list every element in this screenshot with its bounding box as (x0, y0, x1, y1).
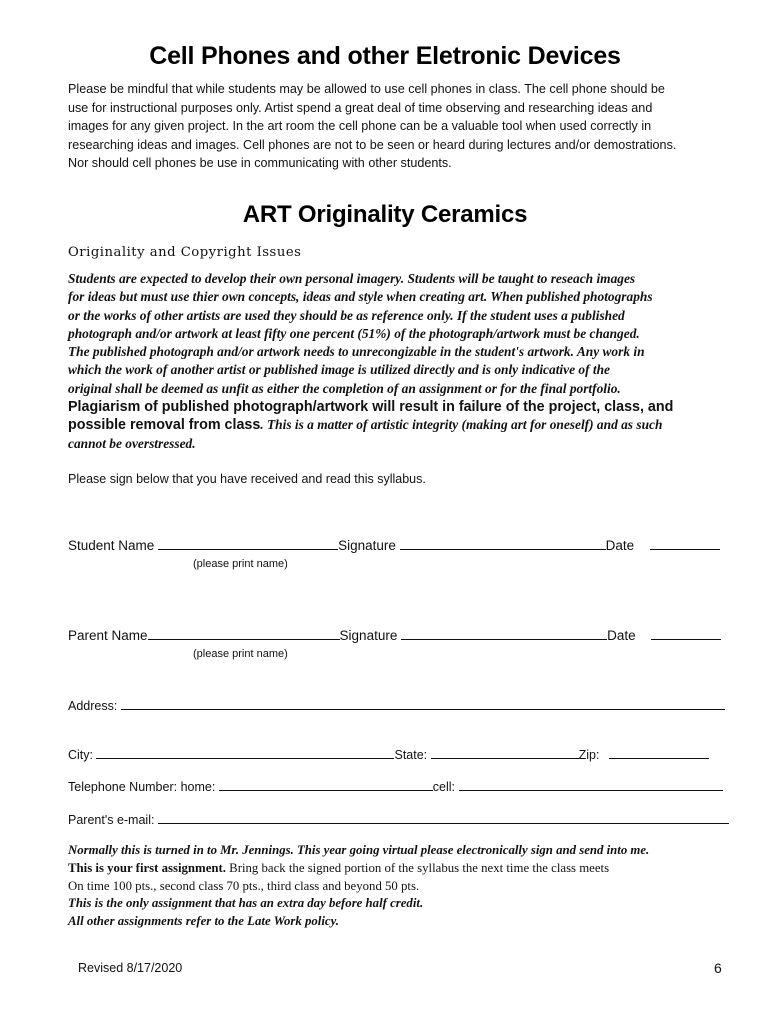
email-field[interactable] (158, 811, 729, 824)
student-date-label: Date (605, 538, 635, 553)
revised-date: Revised 8/17/2020 (78, 961, 183, 975)
originality-policy-paragraph (68, 270, 728, 453)
address-label: Address: (68, 699, 118, 713)
plagiarism-bold-text: possible removal from class (68, 417, 261, 434)
student-signature-label: Signature (338, 538, 396, 553)
city-state-zip-row (68, 746, 709, 762)
copyright-subheading: Originality and Copyright Issues (68, 245, 302, 260)
paragraph-line: The published photograph and/or artwork needs to unrecongizable in the student's artwork. Any work in (68, 344, 645, 360)
zip-label: Zip: (578, 748, 600, 762)
student-name-field[interactable] (158, 537, 338, 550)
plagiarism-warning-line: Plagiarism of published photograph/artwork will result in failure of the project, class, and (68, 399, 674, 416)
student-print-hint: (please print name) (193, 558, 288, 570)
student-signature-row (68, 537, 720, 553)
first-assignment-rest: Bring back the signed portion of the syllabus the next time the class meets (225, 860, 610, 875)
state-field[interactable] (431, 746, 579, 759)
parent-date-field[interactable] (651, 627, 721, 640)
cell-phones-title: Cell Phones and other Eletronic Devices (149, 42, 621, 70)
paragraph-line: which the work of another artist or published image is utilized directly and is only indicative of the (68, 362, 610, 378)
telephone-cell-field[interactable] (459, 778, 723, 791)
notes-line: On time 100 pts., second class 70 pts., third class and beyond 50 pts. (68, 878, 420, 893)
parent-name-label: Parent Name (68, 628, 148, 643)
student-signature-field[interactable] (400, 537, 606, 550)
city-label: City: (68, 748, 93, 762)
notes-line: This is the only assignment that has an extra day before half credit. (68, 896, 424, 911)
parent-signature-field[interactable] (401, 627, 607, 640)
paragraph-line: Please be mindful that while students may be allowed to use cell phones in class. The cell phone should be (68, 82, 665, 96)
paragraph-line: Students are expected to develop their own personal imagery. Students will be taught to reseach images (68, 271, 636, 286)
first-assignment-bold: This is your first assignment. (68, 860, 226, 875)
address-field[interactable] (121, 697, 725, 710)
email-label: Parent's e-mail: (68, 813, 155, 827)
plagiarism-warning-line-3: cannot be overstressed. (68, 435, 196, 451)
email-row (68, 811, 729, 827)
notes-line (68, 860, 728, 878)
student-name-label: Student Name (68, 538, 155, 553)
paragraph-line: researching ideas and images. Cell phones are not to be seen or heard during lectures and/or demostrations. (68, 137, 677, 152)
city-field[interactable] (96, 746, 394, 759)
notes-line: All other assignments refer to the Late Work policy. (68, 914, 339, 929)
zip-field[interactable] (609, 746, 709, 759)
paragraph-line: original shall be deemed as unfit as either the completion of an assignment or for the final portfolio. (68, 380, 621, 396)
originality-title: ART Originality Ceramics (242, 201, 528, 228)
parent-print-hint: (please print name) (193, 648, 288, 660)
address-row (68, 697, 725, 713)
parent-signature-row (68, 627, 721, 643)
paragraph-line: for ideas but must use thier own concepts, ideas and style when creating art. When published photographs (68, 289, 653, 305)
student-date-field[interactable] (650, 537, 720, 550)
telephone-row (68, 778, 723, 794)
paragraph-line: Nor should cell phones be use in communicating with other students. (68, 156, 452, 170)
paragraph-line: or the works of other artists are used they should be as reference only. If the student uses a published (68, 307, 625, 323)
parent-signature-label: Signature (339, 628, 398, 643)
parent-date-label: Date (607, 628, 636, 643)
paragraph-line: photograph and/or artwork at least fifty one percent (51%) of the photograph/artwork must be changed. (68, 325, 640, 341)
assignment-notes (68, 842, 728, 931)
sign-instruction: Please sign below that you have received and read this syllabus. (68, 472, 426, 486)
notes-line: Normally this is turned in to Mr. Jennings. This year going virtual please electronically sign and send into me. (68, 843, 650, 857)
plagiarism-italic-text: . This is a matter of artistic integrity (making art for oneself) and as such (260, 417, 663, 433)
plagiarism-warning-line-2 (68, 416, 728, 434)
page-number: 6 (714, 960, 722, 976)
paragraph-line: use for instructional purposes only. Artist spend a great deal of time observing and researching ideas and (68, 100, 653, 115)
cell-phone-policy-paragraph (68, 80, 728, 173)
state-label: State: (394, 748, 428, 762)
paragraph-line: images for any given project. In the art room the cell phone can be a valuable tool when used correctly in (68, 119, 652, 133)
telephone-cell-label: cell: (432, 780, 456, 794)
telephone-home-label: Telephone Number: home: (68, 780, 216, 794)
parent-name-field[interactable] (148, 627, 340, 640)
telephone-home-field[interactable] (219, 778, 433, 791)
